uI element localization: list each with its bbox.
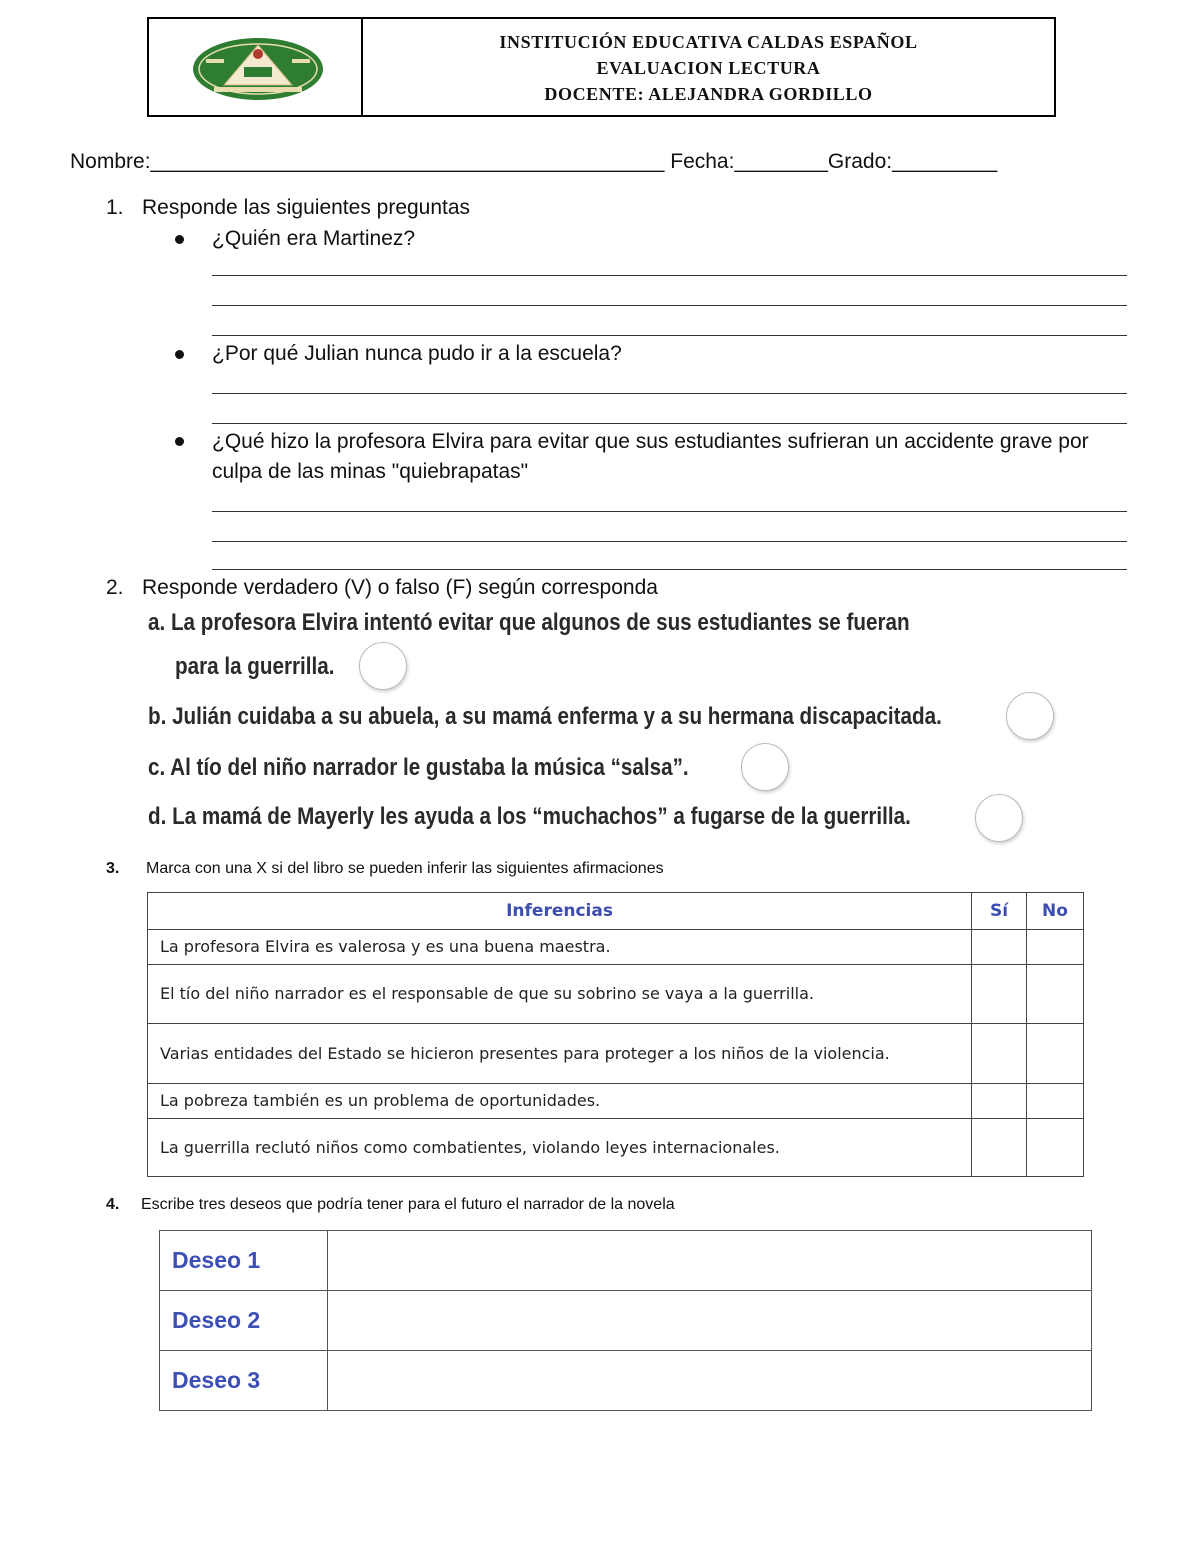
question-1c-text: ¿Qué hizo la profesora Elvira para evitar que sus estudiantes sufrieran un accidente grave por culpa de las minas "quiebrapatas" (212, 430, 1089, 483)
answer-line[interactable] (212, 569, 1127, 570)
bullet-icon (175, 350, 184, 359)
answer-circle-b[interactable] (1006, 692, 1054, 740)
inference-text: Varias entidades del Estado se hicieron presentes para proteger a los niños de la violencia. (148, 1024, 972, 1084)
wish-label-1: Deseo 1 (160, 1231, 328, 1291)
no-checkbox-cell[interactable] (1027, 965, 1084, 1024)
question-4-title (106, 1196, 675, 1214)
question-3-number: 3. (106, 860, 120, 877)
question-1-title (106, 196, 470, 220)
header-inferencias: Inferencias (148, 893, 972, 930)
header-exam-title: EVALUACION LECTURA (596, 57, 821, 78)
answer-line[interactable] (212, 393, 1127, 394)
question-3-title (106, 860, 664, 878)
question-1a-text: ¿Quién era Martinez? (212, 227, 416, 250)
tf-item-b: b. Julián cuidaba a su abuela, a su mamá enferma y a su hermana discapacitada. (148, 703, 942, 730)
si-checkbox-cell[interactable] (972, 1119, 1027, 1177)
table-row (148, 1119, 1084, 1177)
answer-circle-a[interactable] (359, 642, 407, 690)
answer-line[interactable] (212, 275, 1127, 276)
tf-item-a-line2: para la guerrilla. (175, 653, 335, 680)
header-teacher: DOCENTE: ALEJANDRA GORDILLO (544, 83, 873, 104)
answer-line[interactable] (212, 423, 1127, 424)
wish-label-3: Deseo 3 (160, 1351, 328, 1411)
question-3-text: Marca con una X si del libro se pueden inferir las siguientes afirmaciones (146, 860, 664, 877)
question-2-text: Responde verdadero (V) o falso (F) según corresponda (142, 576, 658, 599)
header-si: Sí (972, 893, 1027, 930)
tf-item-d: d. La mamá de Mayerly les ayuda a los “muchachos” a fugarse de la guerrilla. (148, 803, 911, 830)
inference-text: La profesora Elvira es valerosa y es una buena maestra. (148, 930, 972, 965)
si-checkbox-cell[interactable] (972, 1024, 1027, 1084)
student-info-line[interactable]: Nombre:____________________________________________ Fecha:________Grado:_________ (70, 150, 998, 173)
inferences-table (147, 892, 1084, 1177)
inference-text: La guerrilla reclutó niños como combatientes, violando leyes internacionales. (148, 1119, 972, 1177)
table-row (148, 965, 1084, 1024)
table-row (148, 1024, 1084, 1084)
wish-answer-cell[interactable] (328, 1351, 1092, 1411)
header-no: No (1027, 893, 1084, 930)
inference-text: El tío del niño narrador es el responsable de que su sobrino se vaya a la guerrilla. (148, 965, 972, 1024)
table-row (148, 930, 1084, 965)
no-checkbox-cell[interactable] (1027, 930, 1084, 965)
table-row (160, 1231, 1092, 1291)
question-1-text: Responde las siguientes preguntas (142, 196, 471, 219)
answer-circle-c[interactable] (741, 743, 789, 791)
table-row (160, 1291, 1092, 1351)
answer-line[interactable] (212, 541, 1127, 542)
header-institution: INSTITUCIÓN EDUCATIVA CALDAS ESPAÑOL (499, 31, 918, 52)
no-checkbox-cell[interactable] (1027, 1119, 1084, 1177)
si-checkbox-cell[interactable] (972, 1084, 1027, 1119)
table-row (160, 1351, 1092, 1411)
question-2-title (106, 576, 658, 600)
inference-text: La pobreza también es un problema de oportunidades. (148, 1084, 972, 1119)
question-1b-text: ¿Por qué Julian nunca pudo ir a la escuela? (212, 342, 622, 365)
si-checkbox-cell[interactable] (972, 965, 1027, 1024)
no-checkbox-cell[interactable] (1027, 1084, 1084, 1119)
answer-circle-d[interactable] (975, 794, 1023, 842)
si-checkbox-cell[interactable] (972, 930, 1027, 965)
school-logo-icon (192, 37, 324, 101)
tf-item-c: c. Al tío del niño narrador le gustaba la música “salsa”. (148, 754, 689, 781)
no-checkbox-cell[interactable] (1027, 1024, 1084, 1084)
question-2-number: 2. (106, 576, 124, 599)
wish-label-2: Deseo 2 (160, 1291, 328, 1351)
table-row (148, 1084, 1084, 1119)
bullet-icon (175, 235, 184, 244)
wish-answer-cell[interactable] (328, 1291, 1092, 1351)
question-4-number: 4. (106, 1196, 120, 1213)
answer-line[interactable] (212, 511, 1127, 512)
question-1-number: 1. (106, 196, 124, 219)
answer-line[interactable] (212, 305, 1127, 306)
tf-item-a-line1: a. La profesora Elvira intentó evitar que algunos de sus estudiantes se fueran (148, 609, 910, 636)
wish-answer-cell[interactable] (328, 1231, 1092, 1291)
table-header-row (148, 893, 1084, 930)
bullet-icon (175, 437, 184, 446)
answer-line[interactable] (212, 335, 1127, 336)
wishes-table (159, 1230, 1092, 1411)
question-4-text: Escribe tres deseos que podría tener para el futuro el narrador de la novela (141, 1196, 675, 1213)
header-text (363, 20, 1054, 115)
